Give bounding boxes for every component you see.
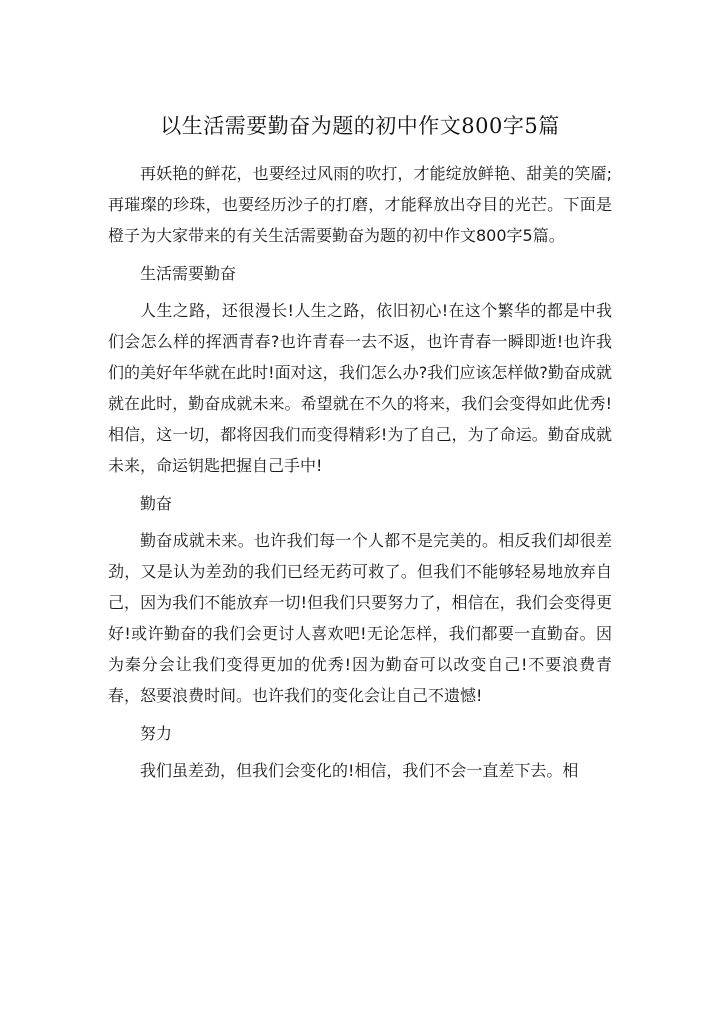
body-paragraph: 勤奋成就未来。也许我们每一个人都不是完美的。相反我们却很差劲，又是认为差劲的我们已经无药可救了。但我们不能够轻易地放弃自己，因为我们不能放弃一切!但我们只要努力了，相信在，我们会变得更好!或许勤奋的我们会更讨人喜欢吧!无论怎样，我们都要一直勤奋。因为秦分会让我们变得更加的优秀!因为勤奋可以改变自己!不要浪费青春，怒要浪费时间。也许我们的变化会让自己不遗憾!: [108, 531, 612, 705]
document-body: [108, 158, 612, 793]
body-paragraph: 人生之路，还很漫长!人生之路，依旧初心!在这个繁华的都是中我们会怎么样的挥洒青春?也许青春一去不返，也许青春一瞬即逝!也许我们的美好年华就在此时!面对这，我们怎么办?我们应该怎样做?勤奋成就就在此时，勤奋成就未来。希望就在不久的将来，我们会变得如此优秀!相信，这一切，都将因我们而变得精彩!为了自己，为了命运。勤奋成就未来，命运钥匙把握自己手中!: [108, 301, 612, 475]
section-heading-effort: 努力: [140, 723, 173, 743]
section-heading-life-needs-diligence: 生活需要勤奋: [140, 263, 237, 283]
intro-paragraph: 再妖艳的鲜花，也要经过风雨的吹打，才能绽放鲜艳、甜美的笑靥;再璀璨的珍珠，也要经历沙子的打磨，才能释放出夺目的光芒。下面是橙子为大家带来的有关生活需要勤奋为题的初中作文800字5篇。: [108, 164, 612, 245]
section-heading-diligence: 勤奋: [140, 493, 173, 513]
document-title: 以生活需要勤奋为题的初中作文800字5篇: [160, 114, 560, 138]
body-paragraph: 我们虽差劲，但我们会变化的!相信，我们不会一直差下去。相: [140, 761, 579, 780]
